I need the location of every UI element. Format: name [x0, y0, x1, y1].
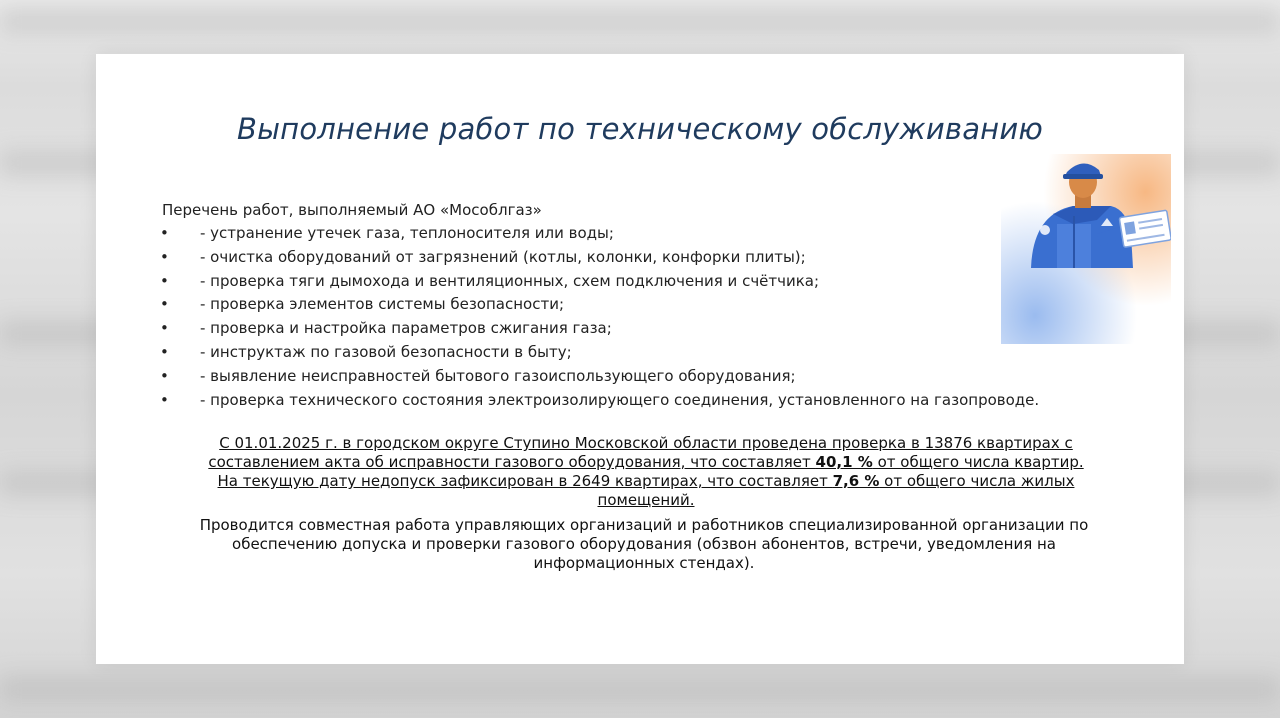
bullet-icon: •: [160, 366, 169, 385]
work-list-item: [156, 365, 1039, 389]
gas-worker-with-id-card-icon: [1001, 154, 1171, 344]
work-list-item: [156, 293, 1039, 317]
work-list-item-text: - проверка элементов системы безопасности;: [200, 295, 565, 314]
cooperation-paragraph: Проводится совместная работа управляющих организаций и работников специализированной организации по обеспечению допуска и проверки газового оборудования (обзвон абонентов, встречи, уведомления на информационных стендах).: [199, 516, 1089, 572]
work-list-item-text: - очистка оборудований от загрязнений (котлы, колонки, конфорки плиты);: [200, 247, 806, 266]
work-list-item: [156, 341, 1039, 365]
work-list-item-text: - проверка и настройка параметров сжигания газа;: [200, 319, 612, 338]
bullet-icon: •: [160, 390, 169, 409]
blurred-background: [0, 8, 1280, 34]
works-list: [156, 222, 1039, 412]
bullet-icon: •: [160, 319, 169, 338]
stats-line-1: С 01.01.2025 г. в городском округе Ступино Московской области проведена проверка в 13876 квартирах с: [219, 434, 1073, 452]
work-list-item: [156, 317, 1039, 341]
presentation-slide: [96, 54, 1184, 664]
work-list-item-text: - инструктаж по газовой безопасности в быту;: [200, 342, 572, 361]
refusal-percent: 7,6 %: [832, 472, 880, 490]
work-list-item-text: - устранение утечек газа, теплоносителя или воды;: [200, 224, 614, 242]
inspection-statistics: [186, 434, 1106, 510]
bullet-icon: •: [160, 271, 169, 290]
bullet-icon: •: [160, 295, 169, 314]
work-list-item-text: - выявление неисправностей бытового газоиспользующего оборудования;: [200, 366, 796, 385]
bullet-icon: •: [160, 247, 169, 266]
works-list-intro: Перечень работ, выполняемый АО «Мособлгаз»: [162, 201, 542, 219]
work-list-item: [156, 389, 1039, 413]
work-list-item: [156, 222, 1039, 246]
work-list-item: [156, 270, 1039, 294]
bullet-icon: •: [160, 224, 169, 242]
stats-line-3: На текущую дату недопуск зафиксирован в 2649 квартирах, что составляет 7,6 % от общего числа жилых помещений.: [217, 472, 1075, 509]
slide-title: Выполнение работ по техническому обслуживанию: [236, 112, 1043, 146]
blurred-background: [0, 676, 1280, 702]
work-list-item-text: - проверка технического состояния электроизолирующего соединения, установленного на газопроводе.: [200, 390, 1040, 409]
bullet-icon: •: [160, 342, 169, 361]
checked-percent: 40,1 %: [815, 453, 873, 471]
work-list-item: [156, 246, 1039, 270]
stats-line-2: составлением акта об исправности газового оборудования, что составляет 40,1 % от общего числа квартир.: [208, 453, 1084, 471]
work-list-item-text: - проверка тяги дымохода и вентиляционных, схем подключения и счётчика;: [200, 271, 820, 290]
